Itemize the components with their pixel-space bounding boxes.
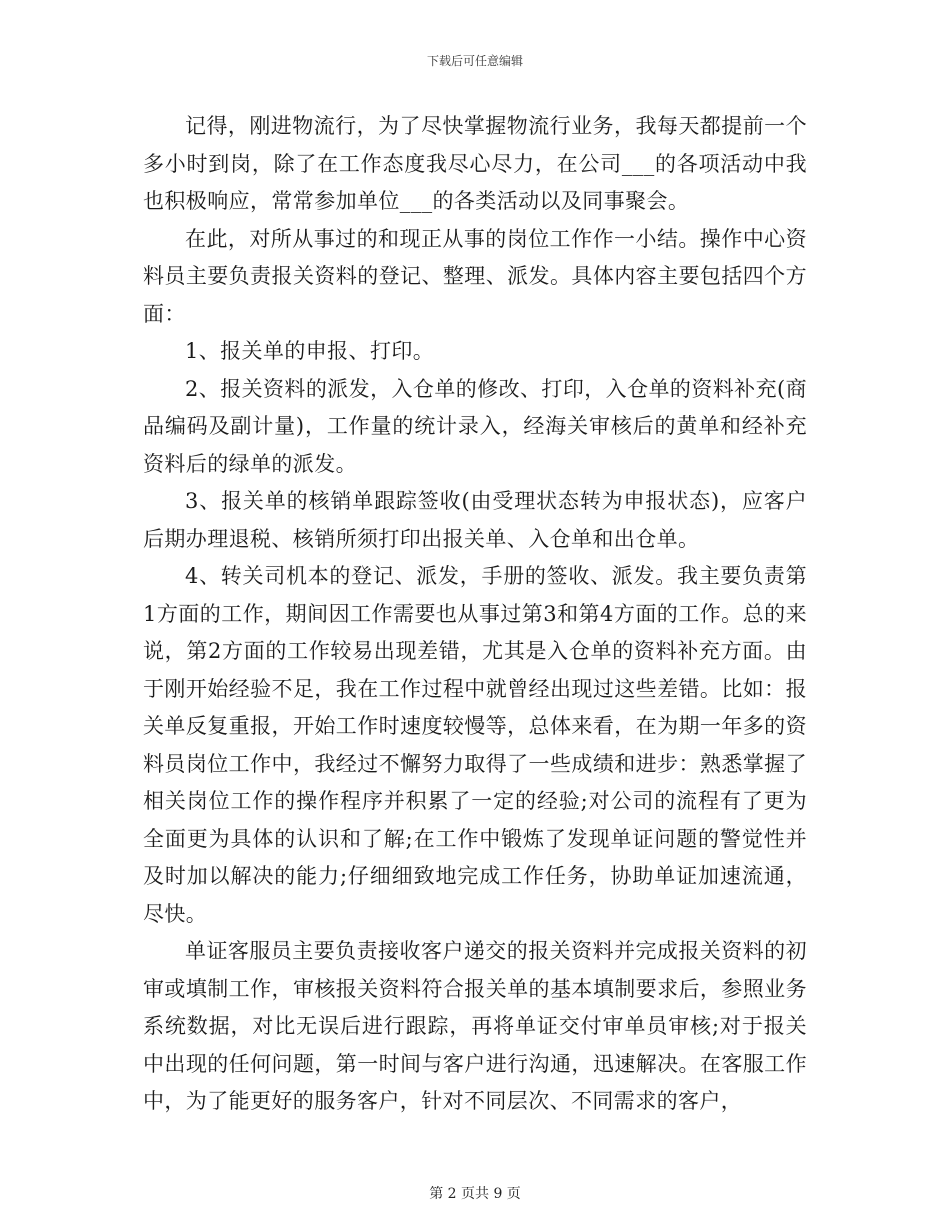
page-header: 下载后可任意编辑	[426, 54, 523, 68]
paragraph-3: 1、报关单的申报、打印。	[185, 339, 435, 363]
document-body	[143, 108, 807, 1121]
paragraph-7: 单证客服员主要负责接收客户递交的报关资料并完成报关资料的初审或填制工作，审核报关资料符合报关单的基本填制要求后，参照业务系统数据，对比无误后进行跟踪，再将单证交付审单员审核;对于报关中出现的任何问题，第一时间与客户进行沟通，迅速解决。在客服工作中，为了能更好的服务客户，针对不同层次、不同需求的客户，	[143, 939, 807, 1113]
page-number: 第 2 页共 9 页	[429, 1186, 521, 1202]
paragraph-2: 在此，对所从事过的和现正从事的岗位工作作一小结。操作中心资料员主要负责报关资料的登记、整理、派发。具体内容主要包括四个方面：	[143, 226, 807, 326]
paragraph-1: 记得，刚进物流行，为了尽快掌握物流行业务，我每天都提前一个多小时到岗，除了在工作态度我尽心尽力，在公司___的各项活动中我也积极响应，常常参加单位___的各类活动以及同事聚会。	[143, 114, 807, 213]
paragraph-6: 4、转关司机本的登记、派发，手册的签收、派发。我主要负责第1方面的工作，期间因工作需要也从事过第3和第4方面的工作。总的来说，第2方面的工作较易出现差错，尤其是入仓单的资料补充方面。由于刚开始经验不足，我在工作过程中就曾经出现过这些差错。比如：报关单反复重报，开始工作时速度较慢等，总体来看，在为期一年多的资料员岗位工作中，我经过不懈努力取得了一些成绩和进步：熟悉掌握了相关岗位工作的操作程序并积累了一定的经验;对公司的流程有了更为全面更为具体的认识和了解;在工作中锻炼了发现单证问题的警觉性并及时加以解决的能力;仔细细致地完成工作任务，协助单证加速流通，尽快。	[143, 564, 807, 926]
paragraph-4: 2、报关资料的派发，入仓单的修改、打印，入仓单的资料补充(商品编码及副计量)，工作量的统计录入，经海关审核后的黄单和经补充资料后的绿单的派发。	[143, 376, 807, 476]
paragraph-5: 3、报关单的核销单跟踪签收(由受理状态转为申报状态)，应客户后期办理退税、核销所须打印出报关单、入仓单和出仓单。	[143, 489, 807, 551]
